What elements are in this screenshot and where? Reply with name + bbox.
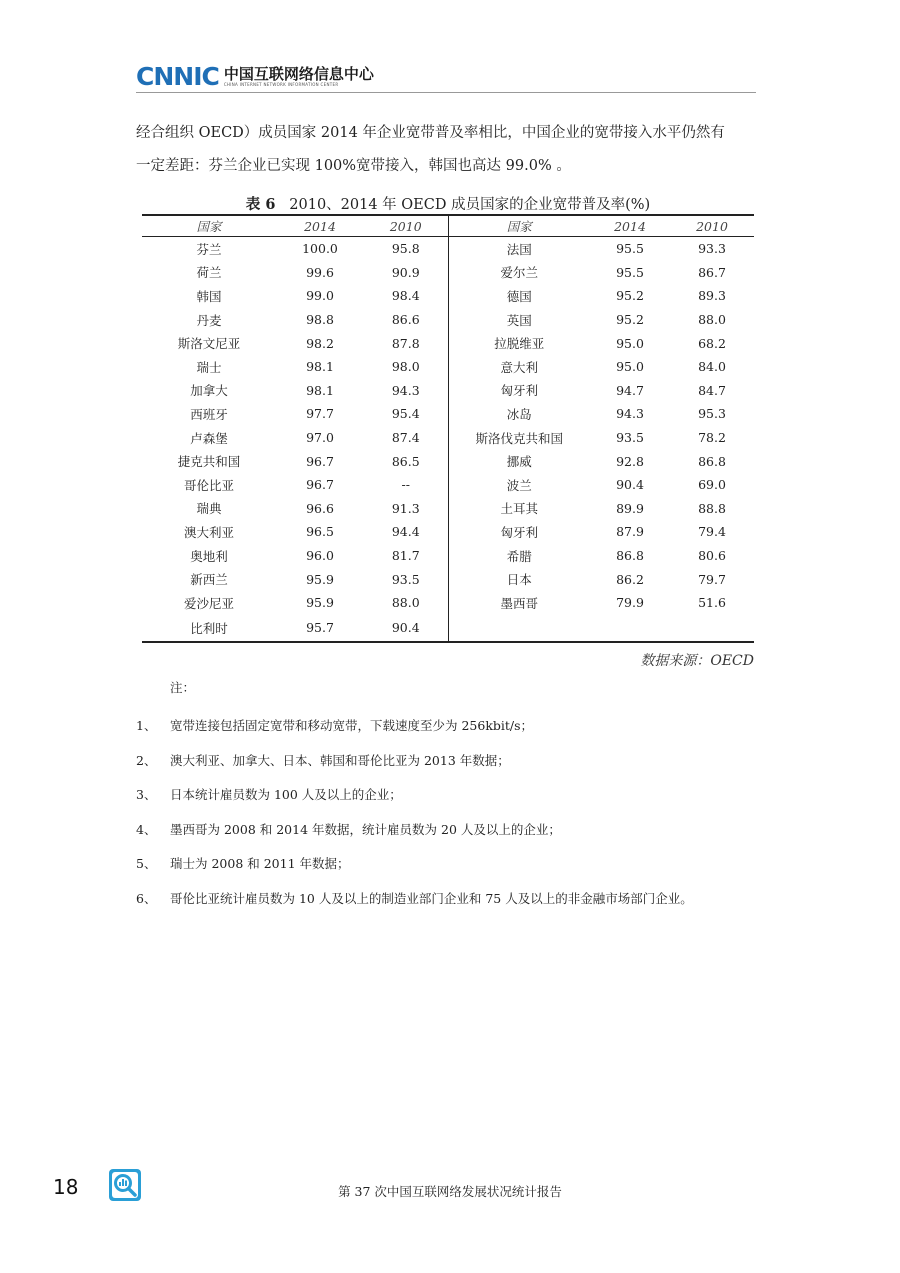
cell-value-2010: 81.7	[364, 544, 448, 568]
cell-value-2014: 98.2	[306, 335, 334, 351]
cell-value-2014: 95.5	[616, 241, 644, 257]
cell-value-2010: 86.8	[698, 453, 726, 469]
cell-value-2014: 99.0	[306, 288, 334, 304]
cell-value-2010	[670, 615, 754, 642]
note-number: 6、	[136, 890, 157, 906]
cell-country: 新西兰	[190, 572, 228, 588]
cell-value-2014	[590, 615, 670, 642]
cell-value-2010: 87.4	[364, 426, 448, 450]
cell-value-2010: 84.0	[698, 359, 726, 375]
report-title: 第 37 次中国互联网络发展状况统计报告	[338, 1184, 562, 1199]
cell-country: 丹麦	[196, 312, 222, 328]
cell-value-2010: 95.4	[364, 402, 448, 426]
cell-country: 加拿大	[190, 383, 228, 399]
cell-value-2014: 96.7	[306, 477, 334, 493]
cell-value-2014: 98.8	[306, 312, 334, 328]
note-number: 1、	[136, 718, 157, 734]
cell-country: 希腊	[506, 548, 532, 564]
cell-country: 拉脱维亚	[494, 336, 545, 352]
cell-value-2014: 97.0	[306, 430, 334, 446]
cell-value-2010: 88.0	[364, 591, 448, 615]
cell-value-2010: 93.3	[698, 241, 726, 257]
cell-value-2014: 98.1	[306, 359, 334, 375]
note-item	[136, 846, 776, 881]
cell-value-2010: 89.3	[698, 288, 726, 304]
cell-value-2014: 95.9	[306, 571, 334, 587]
broadband-penetration-table	[142, 214, 754, 643]
cell-value-2010: 87.8	[364, 331, 448, 355]
notes-list	[136, 708, 776, 915]
note-number: 2、	[136, 752, 157, 768]
cell-value-2010: 79.4	[698, 524, 726, 540]
table-row	[142, 544, 754, 568]
table-row	[142, 379, 754, 403]
cell-country: 斯洛文尼亚	[177, 336, 241, 352]
cell-value-2014: 95.0	[616, 359, 644, 375]
cnnic-logo: CNNIC	[136, 61, 219, 91]
table-row	[142, 591, 754, 615]
table-row	[142, 402, 754, 426]
note-text: 澳大利亚、加拿大、日本、韩国和哥伦比亚为 2013 年数据；	[170, 752, 510, 768]
note-item	[136, 812, 776, 847]
note-number: 5、	[136, 856, 157, 872]
note-number: 3、	[136, 787, 157, 803]
cell-value-2014: 89.9	[616, 500, 644, 516]
cell-value-2010: 80.6	[698, 548, 726, 564]
cell-value-2014: 94.3	[616, 406, 644, 422]
cell-value-2010: 98.4	[364, 284, 448, 308]
cell-value-2014: 94.7	[616, 382, 644, 398]
table-row	[142, 426, 754, 450]
column-header-country: 国家	[142, 215, 276, 237]
cell-value-2010: 69.0	[698, 477, 726, 493]
cell-country: 日本	[506, 572, 532, 588]
table-row	[142, 284, 754, 308]
cell-country: 爱沙尼亚	[183, 595, 234, 611]
cell-value-2010: 79.7	[698, 571, 726, 587]
cell-value-2014: 95.2	[616, 288, 644, 304]
note-text: 瑞士为 2008 和 2011 年数据；	[170, 856, 350, 872]
cell-value-2014: 100.0	[302, 241, 338, 257]
cell-value-2010: 91.3	[364, 497, 448, 521]
cell-value-2014: 96.5	[306, 524, 334, 540]
cell-value-2010: 86.5	[364, 449, 448, 473]
cell-country: 斯洛伐克共和国	[475, 430, 563, 446]
column-header-2014: 2014	[276, 215, 364, 237]
cell-value-2010: 95.3	[698, 406, 726, 422]
page-header	[136, 62, 374, 90]
column-header-2014: 2014	[590, 215, 670, 237]
cell-value-2010: 93.5	[364, 567, 448, 591]
cell-country: 爱尔兰	[500, 265, 538, 281]
cell-country: 卢森堡	[190, 430, 228, 446]
cell-value-2014: 95.2	[616, 312, 644, 328]
cell-country: 挪威	[506, 454, 532, 470]
note-number: 4、	[136, 821, 157, 837]
cell-country: 意大利	[500, 359, 538, 375]
cell-value-2010: 84.7	[698, 382, 726, 398]
cell-value-2010: 95.8	[364, 237, 448, 261]
cell-country: 波兰	[506, 477, 532, 493]
note-item	[136, 743, 776, 778]
note-item	[136, 777, 776, 812]
cell-value-2014: 95.5	[616, 264, 644, 280]
cell-value-2010: 90.4	[364, 615, 448, 642]
table-row	[142, 473, 754, 497]
cell-country: 瑞典	[196, 501, 222, 517]
cell-country: 荷兰	[196, 265, 222, 281]
cell-country: 瑞士	[196, 359, 222, 375]
cell-value-2010: 94.4	[364, 520, 448, 544]
note-text: 墨西哥为 2008 和 2014 年数据，统计雇员数为 20 人及以上的企业；	[170, 821, 561, 837]
cell-country: 西班牙	[190, 406, 228, 422]
cell-country: 墨西哥	[500, 595, 538, 611]
cell-country: 奥地利	[190, 548, 228, 564]
note-text: 宽带连接包括固定宽带和移动宽带，下载速度至少为 256kbit/s；	[170, 718, 534, 734]
org-name	[224, 66, 374, 87]
column-header-2010: 2010	[670, 215, 754, 237]
cell-value-2014: 96.7	[306, 453, 334, 469]
header-divider	[136, 92, 756, 93]
org-name-en: CHINA INTERNET NETWORK INFORMATION CENTER	[223, 81, 339, 87]
note-text: 日本统计雇员数为 100 人及以上的企业；	[170, 787, 402, 803]
table-row	[142, 237, 754, 261]
cell-value-2014: 96.0	[306, 548, 334, 564]
cell-value-2010: 86.7	[698, 264, 726, 280]
table-row	[142, 308, 754, 332]
cell-country	[448, 615, 590, 642]
cell-value-2014: 79.9	[616, 595, 644, 611]
notes-section	[136, 680, 776, 915]
page-number: 18	[53, 1175, 79, 1199]
table-row	[142, 520, 754, 544]
notes-heading: 注：	[170, 680, 196, 695]
table-caption	[142, 193, 754, 214]
cell-value-2014: 93.5	[616, 430, 644, 446]
cell-value-2010: --	[364, 473, 448, 497]
cell-value-2010: 68.2	[698, 335, 726, 351]
cell-value-2014: 95.0	[616, 335, 644, 351]
cell-country: 匈牙利	[500, 383, 538, 399]
table-row	[142, 497, 754, 521]
cell-value-2010: 90.9	[364, 261, 448, 285]
cell-country: 匈牙利	[500, 524, 538, 540]
cell-value-2014: 95.7	[276, 615, 364, 642]
cell-country: 德国	[506, 288, 532, 304]
data-source: 数据来源：OECD	[640, 653, 754, 669]
cell-value-2014: 95.9	[306, 595, 334, 611]
table-caption-label: 表 6	[245, 196, 276, 213]
column-header-2010: 2010	[364, 215, 448, 237]
cell-country: 比利时	[142, 615, 276, 642]
cell-value-2010: 88.0	[698, 312, 726, 328]
cell-value-2014: 97.7	[306, 406, 334, 422]
note-item	[136, 708, 776, 743]
cell-country: 芬兰	[196, 241, 222, 257]
cell-value-2014: 87.9	[616, 524, 644, 540]
table-body	[142, 237, 754, 642]
table-header-row	[142, 215, 754, 237]
cell-value-2014: 99.6	[306, 264, 334, 280]
cell-country: 英国	[506, 312, 532, 328]
intro-paragraph	[136, 117, 760, 183]
cell-value-2010: 88.8	[698, 500, 726, 516]
cell-value-2010: 78.2	[698, 430, 726, 446]
cell-value-2014: 86.2	[616, 571, 644, 587]
table-row	[142, 261, 754, 285]
intro-line: 经合组织 OECD）成员国家 2014 年企业宽带普及率相比，中国企业的宽带接入水平仍然有	[136, 125, 725, 141]
cell-value-2010: 94.3	[364, 379, 448, 403]
table-row	[142, 331, 754, 355]
cell-value-2014: 92.8	[616, 453, 644, 469]
table-caption-title: 2010、2014 年 OECD 成员国家的企业宽带普及率(%)	[289, 197, 651, 213]
org-name-cn: 中国互联网络信息中心	[223, 64, 374, 83]
cell-country: 冰岛	[506, 406, 532, 422]
cell-country: 土耳其	[500, 501, 538, 517]
table-row	[142, 355, 754, 379]
cell-country: 澳大利亚	[183, 524, 234, 540]
cell-value-2010: 98.0	[364, 355, 448, 379]
column-header-country: 国家	[448, 215, 590, 237]
cell-value-2014: 96.6	[306, 500, 334, 516]
cell-value-2014: 90.4	[616, 477, 644, 493]
cell-value-2010: 86.6	[364, 308, 448, 332]
cell-country: 捷克共和国	[177, 454, 241, 470]
cell-value-2014: 98.1	[306, 382, 334, 398]
cell-country: 哥伦比亚	[183, 477, 234, 493]
cell-country: 韩国	[196, 288, 222, 304]
table-row	[142, 567, 754, 591]
intro-line: 一定差距：芬兰企业已实现 100%宽带接入，韩国也高达 99.0% 。	[136, 158, 571, 174]
table-row	[142, 449, 754, 473]
note-text: 哥伦比亚统计雇员数为 10 人及以上的制造业部门企业和 75 人及以上的非金融市场部门企业。	[170, 890, 693, 906]
cell-country: 法国	[506, 241, 532, 257]
cell-value-2010: 51.6	[698, 595, 726, 611]
table-row	[142, 615, 754, 642]
note-item	[136, 881, 776, 916]
cell-value-2014: 86.8	[616, 548, 644, 564]
